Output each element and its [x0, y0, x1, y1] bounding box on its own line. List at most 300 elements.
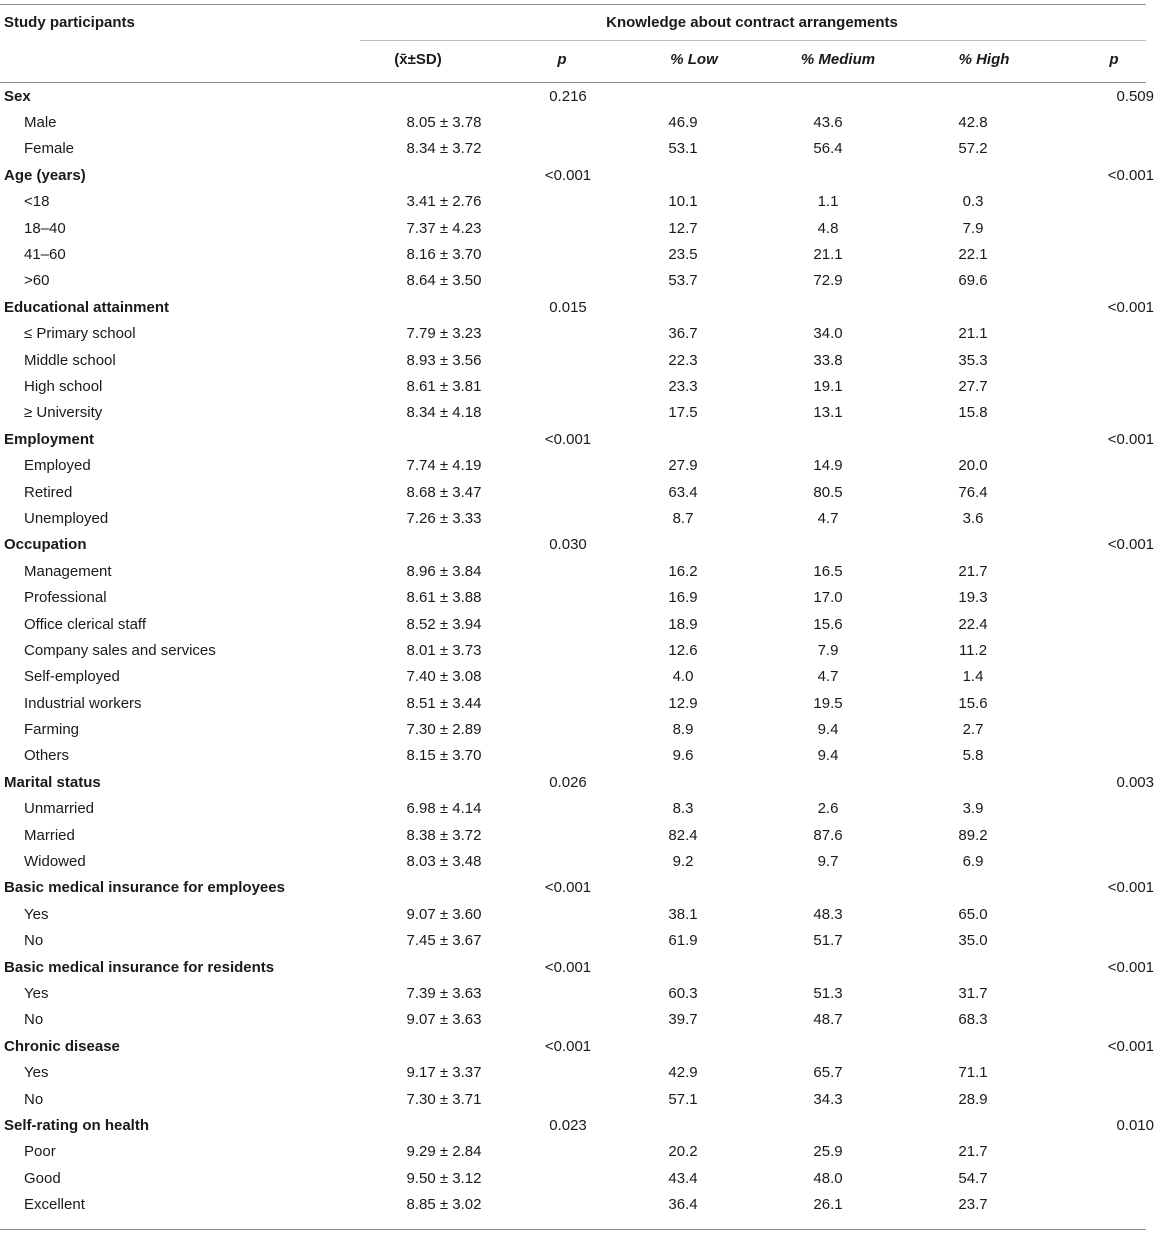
empty-cell: [524, 1007, 608, 1033]
empty-cell: [1048, 1165, 1162, 1191]
mean-sd-cell: 3.41 ± 2.76: [406, 193, 482, 211]
header-p2: p: [1109, 51, 1119, 68]
empty-cell: [758, 532, 898, 558]
empty-cell: [1048, 321, 1162, 347]
group-row: [0, 532, 1162, 558]
mean-sd-cell: 8.05 ± 3.78: [406, 114, 482, 132]
empty-cell: [1048, 928, 1162, 954]
empty-cell: [898, 294, 1048, 320]
pct-high-cell: 3.9: [962, 800, 984, 818]
group-p-value-knowledge: <0.001: [1107, 166, 1154, 184]
table-row: [0, 1059, 1162, 1085]
empty-cell: [1048, 901, 1162, 927]
row-label: 18–40: [24, 219, 66, 237]
pct-low-cell: 9.6: [672, 747, 694, 765]
empty-cell: [524, 743, 608, 769]
pct-high-cell: 27.7: [958, 377, 988, 395]
header-p1: p: [557, 51, 567, 68]
row-label: Yes: [24, 905, 49, 923]
spanner-rule: [360, 40, 1146, 41]
mean-sd-cell: 9.07 ± 3.60: [406, 905, 482, 923]
empty-cell: [898, 954, 1048, 980]
pct-low-cell: 39.7: [668, 1011, 698, 1029]
group-p-value-mean: <0.001: [544, 166, 592, 184]
empty-cell: [364, 875, 524, 901]
empty-cell: [1048, 347, 1162, 373]
pct-low-cell: 57.1: [668, 1090, 698, 1108]
row-label: Professional: [24, 589, 107, 607]
empty-cell: [524, 109, 608, 135]
group-row: [0, 294, 1162, 320]
empty-cell: [1048, 743, 1162, 769]
pct-low-cell: 9.2: [672, 853, 694, 871]
mean-sd-cell: 8.93 ± 3.56: [406, 351, 482, 369]
pct-low-cell: 22.3: [668, 351, 698, 369]
empty-cell: [1048, 1139, 1162, 1165]
table-row: [0, 558, 1162, 584]
empty-cell: [524, 215, 608, 241]
group-p-value-knowledge: 0.010: [1116, 1116, 1154, 1134]
mean-sd-cell: 7.39 ± 3.63: [406, 984, 482, 1002]
empty-cell: [608, 162, 758, 188]
table-row: [0, 347, 1162, 373]
mean-sd-cell: 8.34 ± 4.18: [406, 404, 482, 422]
mean-sd-cell: 7.30 ± 2.89: [406, 721, 482, 739]
empty-cell: [524, 1191, 608, 1217]
pct-low-cell: 8.7: [672, 509, 694, 527]
pct-high-cell: 57.2: [958, 140, 988, 158]
pct-high-cell: 68.3: [958, 1011, 988, 1029]
empty-cell: [898, 532, 1048, 558]
empty-cell: [898, 1033, 1048, 1059]
empty-cell: [758, 426, 898, 452]
empty-cell: [1048, 584, 1162, 610]
empty-cell: [758, 1033, 898, 1059]
table-row: [0, 1086, 1162, 1112]
group-p-value-mean: 0.026: [549, 773, 587, 791]
row-label: No: [24, 1090, 44, 1108]
pct-medium-cell: 13.1: [813, 404, 843, 422]
empty-cell: [524, 400, 608, 426]
table-row: [0, 637, 1162, 663]
empty-cell: [1048, 664, 1162, 690]
pct-high-cell: 7.9: [962, 219, 984, 237]
pct-low-cell: 23.3: [668, 377, 698, 395]
mean-sd-cell: 9.50 ± 3.12: [406, 1169, 482, 1187]
mean-sd-cell: 8.85 ± 3.02: [406, 1196, 482, 1214]
empty-cell: [1048, 268, 1162, 294]
table-row: [0, 822, 1162, 848]
table-row: [0, 1191, 1162, 1217]
empty-cell: [1048, 1191, 1162, 1217]
group-label: Chronic disease: [4, 1037, 120, 1055]
pct-high-cell: 21.1: [958, 325, 988, 343]
pct-low-cell: 17.5: [668, 404, 698, 422]
row-label: High school: [24, 377, 103, 395]
empty-cell: [524, 584, 608, 610]
empty-cell: [898, 162, 1048, 188]
empty-cell: [1048, 980, 1162, 1006]
pct-medium-cell: 9.4: [817, 721, 839, 739]
group-label: Basic medical insurance for residents: [4, 958, 275, 976]
empty-cell: [608, 875, 758, 901]
pct-low-cell: 16.2: [668, 562, 698, 580]
row-label: Male: [24, 114, 57, 132]
table-row: [0, 241, 1162, 267]
row-label: ≤ Primary school: [24, 325, 136, 343]
empty-cell: [524, 928, 608, 954]
empty-cell: [758, 83, 898, 109]
pct-high-cell: 20.0: [958, 457, 988, 475]
header-low: % Low: [670, 51, 718, 68]
mean-sd-cell: 7.30 ± 3.71: [406, 1090, 482, 1108]
empty-cell: [758, 1112, 898, 1138]
pct-medium-cell: 48.3: [813, 905, 843, 923]
pct-high-cell: 42.8: [958, 114, 988, 132]
group-row: [0, 426, 1162, 452]
empty-cell: [364, 294, 524, 320]
mean-sd-cell: 8.34 ± 3.72: [406, 140, 482, 158]
pct-medium-cell: 48.7: [813, 1011, 843, 1029]
pct-low-cell: 23.5: [668, 246, 698, 264]
group-row: [0, 1112, 1162, 1138]
table-row: [0, 1139, 1162, 1165]
pct-medium-cell: 4.7: [817, 509, 839, 527]
empty-cell: [524, 611, 608, 637]
pct-low-cell: 8.3: [672, 800, 694, 818]
pct-medium-cell: 25.9: [813, 1143, 843, 1161]
empty-cell: [898, 83, 1048, 109]
empty-cell: [364, 162, 524, 188]
pct-high-cell: 21.7: [958, 1143, 988, 1161]
pct-high-cell: 35.0: [958, 932, 988, 950]
pct-medium-cell: 14.9: [813, 457, 843, 475]
row-label: Employed: [24, 457, 91, 475]
mean-sd-cell: 8.52 ± 3.94: [406, 615, 482, 633]
row-label: 41–60: [24, 246, 66, 264]
pct-medium-cell: 21.1: [813, 246, 843, 264]
pct-low-cell: 60.3: [668, 984, 698, 1002]
group-row: [0, 1033, 1162, 1059]
mean-sd-cell: 8.61 ± 3.88: [406, 589, 482, 607]
empty-cell: [524, 690, 608, 716]
pct-high-cell: 15.8: [958, 404, 988, 422]
mean-sd-cell: 8.68 ± 3.47: [406, 483, 482, 501]
group-label: Marital status: [4, 773, 101, 791]
pct-high-cell: 35.3: [958, 351, 988, 369]
pct-high-cell: 54.7: [958, 1169, 988, 1187]
empty-cell: [758, 294, 898, 320]
pct-high-cell: 5.8: [962, 747, 984, 765]
empty-cell: [758, 769, 898, 795]
pct-medium-cell: 9.4: [817, 747, 839, 765]
empty-cell: [524, 321, 608, 347]
table-row: [0, 743, 1162, 769]
data-table: [0, 83, 1162, 1218]
row-label: Company sales and services: [24, 641, 216, 659]
empty-cell: [608, 532, 758, 558]
table-row: [0, 980, 1162, 1006]
empty-cell: [608, 954, 758, 980]
header-study-participants: Study participants: [4, 14, 135, 31]
group-p-value-knowledge: <0.001: [1107, 879, 1154, 897]
empty-cell: [1048, 822, 1162, 848]
empty-cell: [1048, 479, 1162, 505]
empty-cell: [1048, 1007, 1162, 1033]
empty-cell: [608, 1112, 758, 1138]
pct-medium-cell: 80.5: [813, 483, 843, 501]
empty-cell: [364, 532, 524, 558]
group-p-value-mean: <0.001: [544, 1037, 592, 1055]
pct-high-cell: 6.9: [962, 853, 984, 871]
empty-cell: [1048, 848, 1162, 874]
group-p-value-knowledge: 0.509: [1116, 87, 1154, 105]
empty-cell: [524, 505, 608, 531]
table-row: [0, 268, 1162, 294]
empty-cell: [364, 1112, 524, 1138]
empty-cell: [524, 558, 608, 584]
pct-medium-cell: 56.4: [813, 140, 843, 158]
empty-cell: [758, 162, 898, 188]
table-row: [0, 928, 1162, 954]
table-row: [0, 479, 1162, 505]
pct-medium-cell: 87.6: [813, 826, 843, 844]
group-label: Occupation: [4, 536, 87, 554]
group-p-value-knowledge: <0.001: [1107, 298, 1154, 316]
pct-medium-cell: 4.8: [817, 219, 839, 237]
table-row: [0, 1165, 1162, 1191]
mean-sd-cell: 6.98 ± 4.14: [406, 800, 482, 818]
empty-cell: [608, 426, 758, 452]
pct-low-cell: 42.9: [668, 1064, 698, 1082]
empty-cell: [524, 347, 608, 373]
mean-sd-cell: 9.07 ± 3.63: [406, 1011, 482, 1029]
pct-high-cell: 65.0: [958, 905, 988, 923]
pct-medium-cell: 16.5: [813, 562, 843, 580]
table-row: [0, 400, 1162, 426]
empty-cell: [1048, 637, 1162, 663]
pct-medium-cell: 9.7: [817, 853, 839, 871]
pct-medium-cell: 1.1: [817, 193, 839, 211]
mean-sd-cell: 7.79 ± 3.23: [406, 325, 482, 343]
empty-cell: [524, 664, 608, 690]
empty-cell: [898, 875, 1048, 901]
pct-high-cell: 23.7: [958, 1196, 988, 1214]
empty-cell: [524, 637, 608, 663]
pct-medium-cell: 51.3: [813, 984, 843, 1002]
mean-sd-cell: 9.17 ± 3.37: [406, 1064, 482, 1082]
empty-cell: [1048, 215, 1162, 241]
empty-cell: [524, 848, 608, 874]
empty-cell: [524, 479, 608, 505]
row-label: ≥ University: [24, 404, 103, 422]
empty-cell: [524, 1139, 608, 1165]
group-p-value-mean: <0.001: [544, 958, 592, 976]
empty-cell: [1048, 505, 1162, 531]
empty-cell: [524, 241, 608, 267]
group-label: Sex: [4, 87, 31, 105]
empty-cell: [608, 1033, 758, 1059]
table-row: [0, 901, 1162, 927]
group-p-value-knowledge: <0.001: [1107, 536, 1154, 554]
mean-sd-cell: 8.51 ± 3.44: [406, 694, 482, 712]
row-label: Others: [24, 747, 70, 765]
table-row: [0, 690, 1162, 716]
pct-high-cell: 28.9: [958, 1090, 988, 1108]
row-label: Retired: [24, 483, 73, 501]
row-label: Farming: [24, 721, 80, 739]
pct-medium-cell: 34.0: [813, 325, 843, 343]
empty-cell: [524, 1059, 608, 1085]
pct-high-cell: 22.4: [958, 615, 988, 633]
empty-cell: [364, 1033, 524, 1059]
pct-high-cell: 31.7: [958, 984, 988, 1002]
pct-medium-cell: 19.1: [813, 377, 843, 395]
row-label: Management: [24, 562, 112, 580]
mean-sd-cell: 7.26 ± 3.33: [406, 509, 482, 527]
group-row: [0, 954, 1162, 980]
pct-low-cell: 36.7: [668, 325, 698, 343]
mean-sd-cell: 8.96 ± 3.84: [406, 562, 482, 580]
empty-cell: [524, 373, 608, 399]
empty-cell: [524, 1086, 608, 1112]
pct-high-cell: 76.4: [958, 483, 988, 501]
pct-medium-cell: 7.9: [817, 641, 839, 659]
table-row: [0, 136, 1162, 162]
pct-medium-cell: 17.0: [813, 589, 843, 607]
empty-cell: [524, 796, 608, 822]
group-row: [0, 875, 1162, 901]
pct-high-cell: 22.1: [958, 246, 988, 264]
row-label: Self-employed: [24, 668, 120, 686]
empty-cell: [524, 136, 608, 162]
pct-high-cell: 0.3: [962, 193, 984, 211]
mean-sd-cell: 8.61 ± 3.81: [406, 377, 482, 395]
table-row: [0, 848, 1162, 874]
row-label: Industrial workers: [24, 694, 142, 712]
header-mean-sd: (x̄±SD): [394, 51, 442, 68]
pct-medium-cell: 65.7: [813, 1064, 843, 1082]
table-row: [0, 373, 1162, 399]
group-p-value-mean: 0.023: [549, 1116, 587, 1134]
mean-sd-cell: 8.16 ± 3.70: [406, 246, 482, 264]
empty-cell: [1048, 109, 1162, 135]
empty-cell: [608, 294, 758, 320]
mean-sd-cell: 7.37 ± 4.23: [406, 219, 482, 237]
pct-medium-cell: 2.6: [817, 800, 839, 818]
empty-cell: [524, 1165, 608, 1191]
group-p-value-knowledge: 0.003: [1116, 773, 1154, 791]
empty-cell: [898, 426, 1048, 452]
pct-high-cell: 19.3: [958, 589, 988, 607]
group-row: [0, 83, 1162, 109]
empty-cell: [758, 954, 898, 980]
header-high: % High: [958, 51, 1010, 68]
pct-high-cell: 3.6: [962, 509, 984, 527]
pct-high-cell: 71.1: [958, 1064, 988, 1082]
empty-cell: [524, 716, 608, 742]
group-label: Basic medical insurance for employees: [4, 879, 285, 897]
pct-high-cell: 2.7: [962, 721, 984, 739]
pct-low-cell: 61.9: [668, 932, 698, 950]
empty-cell: [1048, 241, 1162, 267]
empty-cell: [1048, 136, 1162, 162]
pct-medium-cell: 33.8: [813, 351, 843, 369]
empty-cell: [1048, 189, 1162, 215]
table-row: [0, 109, 1162, 135]
mean-sd-cell: 8.01 ± 3.73: [406, 641, 482, 659]
empty-cell: [608, 769, 758, 795]
table-row: [0, 611, 1162, 637]
pct-low-cell: 38.1: [668, 905, 698, 923]
pct-low-cell: 18.9: [668, 615, 698, 633]
group-row: [0, 162, 1162, 188]
mean-sd-cell: 8.15 ± 3.70: [406, 747, 482, 765]
row-label: Female: [24, 140, 75, 158]
pct-low-cell: 27.9: [668, 457, 698, 475]
row-label: Yes: [24, 984, 49, 1002]
empty-cell: [1048, 1086, 1162, 1112]
empty-cell: [898, 1112, 1048, 1138]
empty-cell: [1048, 400, 1162, 426]
mean-sd-cell: 9.29 ± 2.84: [406, 1143, 482, 1161]
row-label: Yes: [24, 1064, 49, 1082]
pct-low-cell: 43.4: [668, 1169, 698, 1187]
pct-high-cell: 21.7: [958, 562, 988, 580]
empty-cell: [1048, 796, 1162, 822]
group-p-value-mean: 0.030: [549, 536, 587, 554]
row-label: No: [24, 1011, 44, 1029]
pct-low-cell: 53.1: [668, 140, 698, 158]
table-row: [0, 716, 1162, 742]
empty-cell: [1048, 452, 1162, 478]
group-row: [0, 769, 1162, 795]
mean-sd-cell: 8.03 ± 3.48: [406, 853, 482, 871]
empty-cell: [608, 83, 758, 109]
pct-low-cell: 82.4: [668, 826, 698, 844]
empty-cell: [1048, 1059, 1162, 1085]
empty-cell: [1048, 611, 1162, 637]
header-knowledge: Knowledge about contract arrangements: [606, 14, 898, 31]
empty-cell: [898, 769, 1048, 795]
group-p-value-knowledge: <0.001: [1107, 1037, 1154, 1055]
pct-medium-cell: 48.0: [813, 1169, 843, 1187]
table-body: [0, 83, 1162, 1218]
empty-cell: [364, 769, 524, 795]
group-label: Age (years): [4, 166, 86, 184]
row-label: Middle school: [24, 351, 116, 369]
group-label: Employment: [4, 430, 95, 448]
mean-sd-cell: 7.45 ± 3.67: [406, 932, 482, 950]
row-label: >60: [24, 272, 50, 290]
table-row: [0, 664, 1162, 690]
empty-cell: [1048, 690, 1162, 716]
row-label: Married: [24, 826, 75, 844]
table-row: [0, 796, 1162, 822]
pct-low-cell: 20.2: [668, 1143, 698, 1161]
empty-cell: [1048, 373, 1162, 399]
header-medium: % Medium: [800, 51, 876, 68]
empty-cell: [758, 875, 898, 901]
row-label: Good: [24, 1169, 61, 1187]
table-row: [0, 215, 1162, 241]
pct-medium-cell: 26.1: [813, 1196, 843, 1214]
pct-low-cell: 36.4: [668, 1196, 698, 1214]
top-rule: [0, 4, 1146, 5]
row-label: Unemployed: [24, 509, 109, 527]
row-label: Unmarried: [24, 800, 95, 818]
group-p-value-knowledge: <0.001: [1107, 958, 1154, 976]
